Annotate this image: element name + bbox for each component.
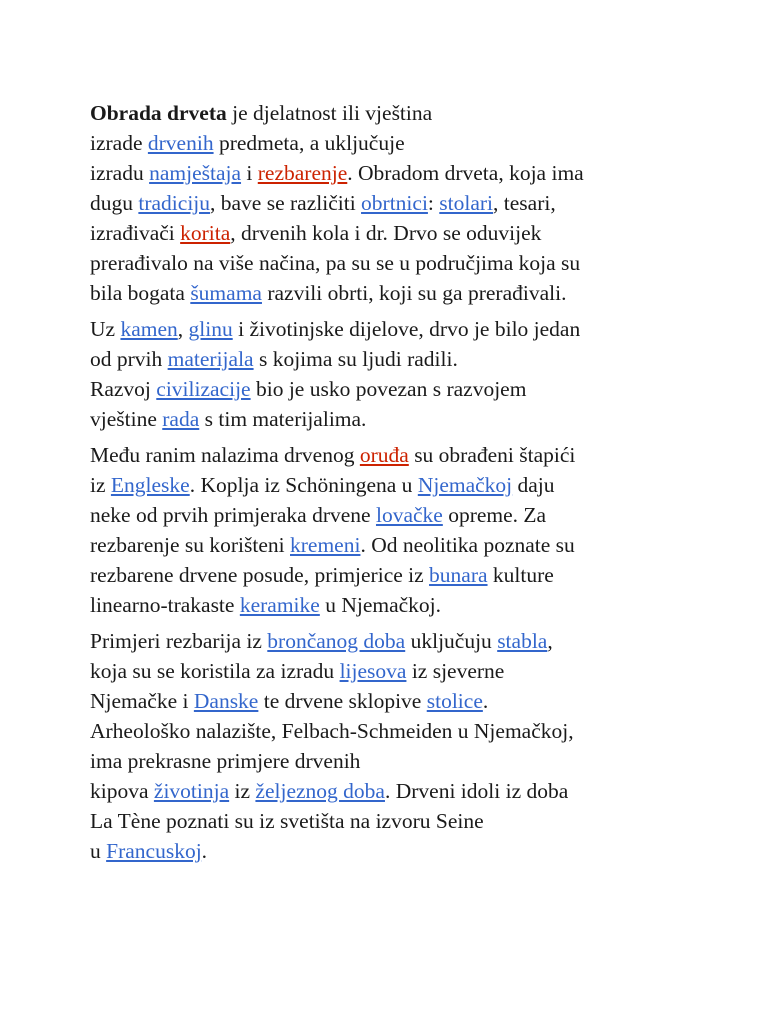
text-segment: u Njemačkoj. xyxy=(319,593,442,617)
article-link[interactable]: oruđa xyxy=(359,443,409,467)
article-link[interactable]: stabla xyxy=(497,629,548,653)
text-segment: kulture xyxy=(487,563,554,587)
text-line xyxy=(90,404,690,434)
article-link[interactable]: bunara xyxy=(429,563,488,587)
text-segment: . xyxy=(201,839,208,863)
article-link[interactable]: lovačke xyxy=(375,503,443,527)
article-link[interactable]: šumama xyxy=(190,281,262,305)
article-link[interactable]: Francuskoj xyxy=(106,839,202,863)
text-segment: iz xyxy=(90,473,111,497)
text-segment: bila bogata xyxy=(90,281,191,305)
text-segment: . Od neolitika poznate su xyxy=(360,533,575,557)
text-segment: daju xyxy=(512,473,555,497)
article-link[interactable]: Danske xyxy=(193,689,259,713)
text-segment: neke od prvih primjeraka drvene xyxy=(90,503,376,527)
text-segment: Razvoj xyxy=(90,377,157,401)
text-segment: . Drveni idoli iz doba xyxy=(384,779,569,803)
text-line xyxy=(90,806,690,836)
text-segment: koja su se koristila za izradu xyxy=(90,659,340,683)
text-line xyxy=(90,836,690,866)
text-segment: Uz xyxy=(90,317,121,341)
text-line xyxy=(90,500,690,530)
text-segment: u xyxy=(90,839,107,863)
text-segment: , xyxy=(177,317,189,341)
text-segment: , xyxy=(547,629,553,653)
text-segment: rezbarene drvene posude, primjerice iz xyxy=(90,563,430,587)
text-segment: bio je usko povezan s razvojem xyxy=(250,377,527,401)
article-link[interactable]: materijala xyxy=(167,347,254,371)
text-segment: . Obradom drveta, koja ima xyxy=(347,161,584,185)
text-segment: , tesari, xyxy=(493,191,556,215)
article-link[interactable]: Engleske xyxy=(110,473,190,497)
text-segment: od prvih xyxy=(90,347,168,371)
text-segment: Arheološko nalazište, Felbach-Schmeiden u Njemačkoj, xyxy=(90,719,574,743)
article-link[interactable]: kremeni xyxy=(290,533,361,557)
text-segment: rezbarenje su korišteni xyxy=(90,533,290,557)
text-line xyxy=(90,560,690,590)
text-segment: , drvenih kola i dr. Drvo se oduvijek xyxy=(230,221,542,245)
text-segment: i životinjske dijelove, drvo je bilo jedan xyxy=(232,317,581,341)
text-segment: iz sjeverne xyxy=(406,659,505,683)
text-segment: iz xyxy=(229,779,256,803)
text-segment: prerađivalo na više načina, pa su se u područjima koja su xyxy=(90,251,581,275)
text-line xyxy=(90,374,690,404)
text-line xyxy=(90,314,690,344)
article-link[interactable]: lijesova xyxy=(339,659,407,683)
text-segment: uključuju xyxy=(405,629,498,653)
text-segment: Primjeri rezbarija iz xyxy=(90,629,268,653)
text-segment: je djelatnost ili vještina xyxy=(226,101,433,125)
article-link[interactable]: civilizacije xyxy=(156,377,251,401)
article-link[interactable]: obrtnici xyxy=(361,191,428,215)
paragraph xyxy=(90,314,690,434)
text-line xyxy=(90,98,690,128)
text-segment: linearno-trakaste xyxy=(90,593,240,617)
text-line xyxy=(90,440,690,470)
text-segment: izrade xyxy=(90,131,148,155)
text-segment: : xyxy=(427,191,440,215)
text-line xyxy=(90,686,690,716)
text-line xyxy=(90,344,690,374)
article-body xyxy=(90,98,690,872)
text-line xyxy=(90,590,690,620)
article-link[interactable]: namještaja xyxy=(149,161,242,185)
article-link[interactable]: korita xyxy=(180,221,231,245)
text-line xyxy=(90,218,690,248)
text-segment: s tim materijalima. xyxy=(199,407,367,431)
text-segment: razvili obrti, koji su ga prerađivali. xyxy=(261,281,567,305)
text-segment: Njemačke i xyxy=(90,689,194,713)
text-line xyxy=(90,158,690,188)
article-link[interactable]: kamen xyxy=(120,317,178,341)
article-link[interactable]: keramike xyxy=(239,593,320,617)
article-link[interactable]: rada xyxy=(162,407,200,431)
text-segment: ima prekrasne primjere drvenih xyxy=(90,749,361,773)
article-link[interactable]: rezbarenje xyxy=(257,161,348,185)
article-link[interactable]: stolari xyxy=(439,191,494,215)
text-segment: , bave se različiti xyxy=(210,191,362,215)
text-segment: Među ranim nalazima drvenog xyxy=(90,443,360,467)
text-line xyxy=(90,248,690,278)
article-link[interactable]: drvenih xyxy=(147,131,214,155)
text-segment: kipova xyxy=(90,779,154,803)
text-line xyxy=(90,188,690,218)
text-segment: vještine xyxy=(90,407,163,431)
text-segment: te drvene sklopive xyxy=(258,689,427,713)
text-segment: opreme. Za xyxy=(442,503,547,527)
text-segment: dugu xyxy=(90,191,139,215)
text-segment: La Tène poznati su iz svetišta na izvoru Seine xyxy=(90,809,484,833)
article-link[interactable]: željeznog doba xyxy=(255,779,385,803)
text-line xyxy=(90,626,690,656)
article-link[interactable]: životinja xyxy=(153,779,230,803)
article-link[interactable]: stolice xyxy=(426,689,483,713)
text-segment: izradu xyxy=(90,161,150,185)
text-segment: su obrađeni štapići xyxy=(408,443,576,467)
text-line xyxy=(90,746,690,776)
article-title-term: Obrada drveta xyxy=(90,101,227,125)
text-line xyxy=(90,470,690,500)
text-segment: s kojima su ljudi radili. xyxy=(253,347,458,371)
text-segment: . xyxy=(482,689,489,713)
paragraph xyxy=(90,98,690,308)
text-line xyxy=(90,278,690,308)
text-segment: predmeta, a uključuje xyxy=(213,131,405,155)
text-line xyxy=(90,716,690,746)
text-line xyxy=(90,656,690,686)
text-line xyxy=(90,776,690,806)
text-segment: i xyxy=(241,161,258,185)
text-segment: . Koplja iz Schöningena u xyxy=(189,473,418,497)
text-segment: izrađivači xyxy=(90,221,181,245)
text-line xyxy=(90,530,690,560)
article-link[interactable]: Njemačkoj xyxy=(417,473,513,497)
article-link[interactable]: tradiciju xyxy=(138,191,211,215)
article-link[interactable]: brončanog doba xyxy=(267,629,406,653)
article-link[interactable]: glinu xyxy=(188,317,233,341)
paragraph xyxy=(90,626,690,866)
text-line xyxy=(90,128,690,158)
paragraph xyxy=(90,440,690,620)
